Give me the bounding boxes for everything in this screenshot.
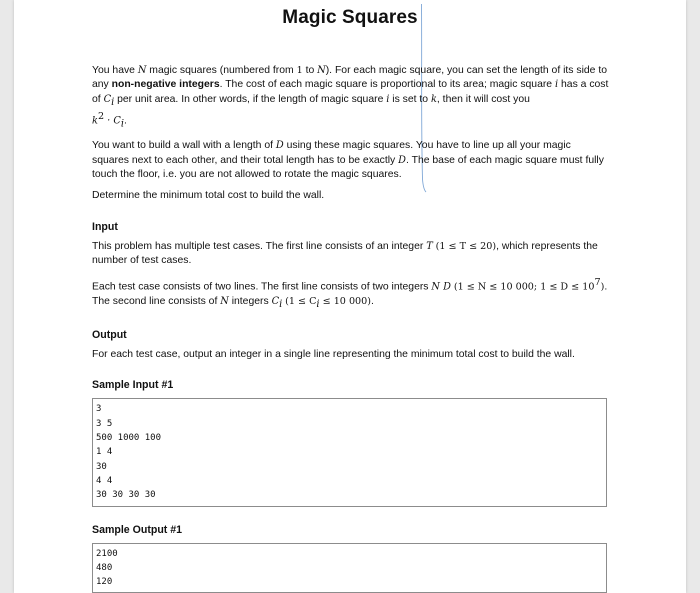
- sample-input-box: [92, 398, 607, 506]
- sample-output-box: [92, 543, 607, 593]
- sample-input-line: 4 4: [96, 475, 113, 486]
- output-paragraph: For each test case, output an integer in a single line representing the minimum total cost to build the wall.: [92, 349, 575, 361]
- sample-input-heading: Sample Input #1: [92, 379, 174, 392]
- statement-paragraph-3: Determine the minimum total cost to build the wall.: [92, 190, 325, 202]
- sample-output-line: 120: [96, 577, 113, 588]
- page-title: Magic Squares: [282, 7, 418, 28]
- sample-output-line: 2100: [96, 548, 118, 559]
- sample-output-heading: Sample Output #1: [92, 523, 183, 536]
- statement-paragraph-2: You want to build a wall with a length of D using these magic squares. You have to line up all your magic squares next to each other, and their total length has to be exactly D. The base of each magic square must fully touch the floor, i.e. you are not allowed to rotate the magic squares.: [92, 140, 604, 181]
- sample-input-line: 30 30 30 30: [96, 490, 156, 501]
- sample-input-line: 1 4: [96, 447, 113, 458]
- sample-output-line: 480: [96, 562, 113, 573]
- output-heading: Output: [92, 329, 127, 342]
- statement-paragraph-1: You have N magic squares (numbered from 1 to N). For each magic square, you can set the length of its side to any non-negative integers. The cost of each magic square is proportional to its area; magic square i has a cost of $C_i$ per unit area. In other words, if the length of magic square i is set to k, then it will cost you $k^2 \cdot C_i$.: [92, 65, 609, 130]
- input-paragraph-1: This problem has multiple test cases. The first line consists of an integer T (1 ≤ T ≤ 20), which represents the number of test cases.: [92, 240, 598, 267]
- input-heading: Input: [92, 220, 118, 233]
- sample-input-line: 3 5: [96, 418, 113, 429]
- sample-input-line: 500 1000 100: [96, 433, 162, 444]
- problem-statement: [92, 64, 610, 593]
- input-paragraph-2: Each test case consists of two lines. The first line consists of two integers N D (1 ≤ N ≤ 10 000; $1 \le D \le 10^7$). The second line consists of N integers $C_i$ ($1 \le C_i \le 10$ 000).: [92, 276, 608, 310]
- document-page: [14, 0, 686, 593]
- sample-input-line: 30: [96, 461, 107, 472]
- sample-input-line: 3: [96, 404, 102, 415]
